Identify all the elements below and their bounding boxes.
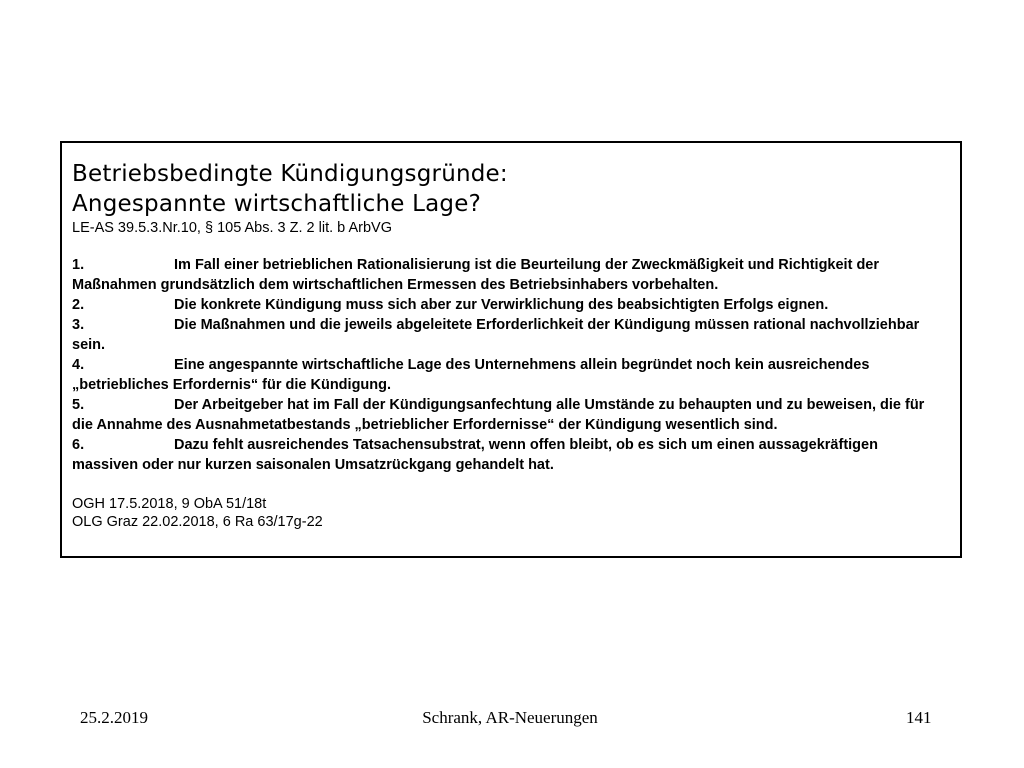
- item-number: 1.: [72, 257, 85, 273]
- item-list: [72, 255, 948, 475]
- court-citations: [72, 495, 948, 531]
- list-item: [72, 435, 948, 475]
- title-line-2: Angespannte wirtschaftliche Lage?: [72, 191, 481, 217]
- content-box: [60, 141, 962, 558]
- item-text: Eine angespannte wirtschaftliche Lage des Unternehmens allein begründet noch kein ausreichendes „betriebliches Erfordernis“ für die Kündigung.: [72, 357, 870, 393]
- footer-date: 25.2.2019: [80, 708, 148, 727]
- item-number: 6.: [72, 437, 85, 453]
- item-text: Im Fall einer betrieblichen Rationalisierung ist die Beurteilung der Zweckmäßigkeit und Richtigkeit der Maßnahmen grundsätzlich dem wirtschaftlichen Ermessen des Betriebsinhabers vorbehalten.: [72, 257, 880, 293]
- footer-author: Schrank, AR-Neuerungen: [422, 708, 598, 727]
- item-number: 2.: [72, 297, 85, 313]
- legal-reference: LE-AS 39.5.3.Nr.10, § 105 Abs. 3 Z. 2 lit. b ArbVG: [72, 220, 392, 236]
- item-number: 5.: [72, 397, 85, 413]
- list-item: [72, 255, 948, 295]
- list-item: [72, 315, 948, 355]
- page-number: 141: [906, 708, 932, 727]
- list-item: [72, 395, 948, 435]
- item-text: Die Maßnahmen und die jeweils abgeleitete Erforderlichkeit der Kündigung müssen rational nachvollziehbar sein.: [72, 317, 920, 353]
- item-text: Dazu fehlt ausreichendes Tatsachensubstrat, wenn offen bleibt, ob es sich um einen aussagekräftigen massiven oder nur kurzen saisonalen Umsatzrückgang gehandelt hat.: [72, 437, 878, 473]
- court-citation-ogh: OGH 17.5.2018, 9 ObA 51/18t: [72, 496, 267, 512]
- item-text: Die konkrete Kündigung muss sich aber zur Verwirklichung des beabsichtigten Erfolgs eignen.: [174, 297, 829, 313]
- list-item: [72, 295, 948, 315]
- item-number: 4.: [72, 357, 85, 373]
- item-text: Der Arbeitgeber hat im Fall der Kündigungsanfechtung alle Umstände zu behaupten und zu beweisen, die für die Annahme des Ausnahmetatbestands „betrieblicher Erfordernisse“ der Kündigung wesentlich sind.: [72, 397, 925, 433]
- slide-title: [72, 159, 948, 219]
- title-line-1: Betriebsbedingte Kündigungsgründe:: [72, 161, 508, 187]
- court-citation-olg: OLG Graz 22.02.2018, 6 Ra 63/17g-22: [72, 514, 323, 530]
- item-number: 3.: [72, 317, 85, 333]
- list-item: [72, 355, 948, 395]
